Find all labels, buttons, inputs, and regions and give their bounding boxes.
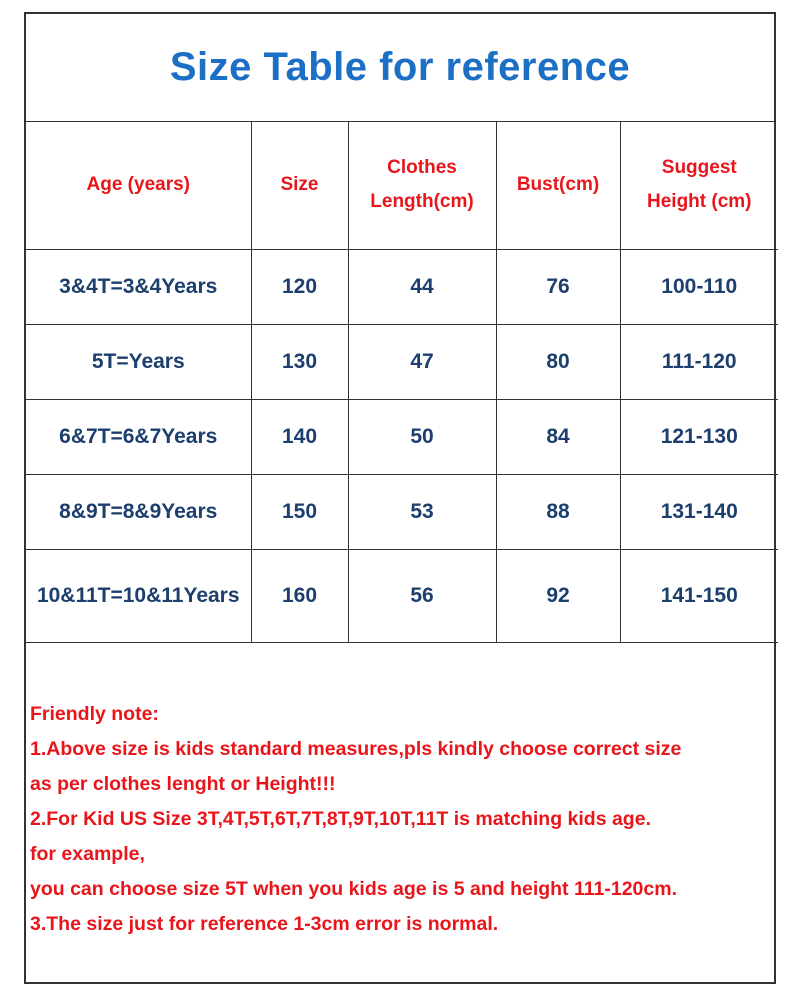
table-row: [26, 399, 778, 474]
header-bust-label: Bust(cm): [516, 174, 600, 196]
cell-clothes-length: 50: [348, 399, 496, 474]
header-size: [251, 122, 348, 249]
header-clothes-length-line2: Length(cm): [370, 191, 474, 213]
table-header-row: [26, 122, 778, 249]
table-row: [26, 324, 778, 399]
table-row: [26, 474, 778, 549]
friendly-note: [26, 643, 774, 942]
header-clothes-length-line1: Clothes: [387, 157, 457, 179]
page-title: Size Table for reference: [169, 45, 631, 89]
title-box: [26, 14, 774, 122]
cell-bust: 80: [496, 324, 620, 399]
header-clothes-length: [348, 122, 496, 249]
cell-clothes-length: 56: [348, 549, 496, 642]
header-suggest-height-line2: Height (cm): [647, 191, 752, 213]
cell-size: 140: [251, 399, 348, 474]
note-line: for example,: [30, 842, 145, 865]
cell-suggest-height: 131-140: [620, 474, 778, 549]
cell-age: 8&9T=8&9Years: [26, 474, 251, 549]
header-suggest-height-line1: Suggest: [661, 157, 737, 179]
cell-suggest-height: 141-150: [620, 549, 778, 642]
cell-age: 5T=Years: [26, 324, 251, 399]
size-chart-frame: [24, 12, 776, 984]
note-line: as per clothes lenght or Height!!!: [30, 772, 336, 795]
table-row: [26, 249, 778, 324]
cell-suggest-height: 111-120: [620, 324, 778, 399]
cell-clothes-length: 53: [348, 474, 496, 549]
cell-bust: 88: [496, 474, 620, 549]
cell-age: 3&4T=3&4Years: [26, 249, 251, 324]
note-line: 2.For Kid US Size 3T,4T,5T,6T,7T,8T,9T,10T,11T is matching kids age.: [30, 807, 651, 830]
cell-age: 10&11T=10&11Years: [26, 549, 251, 642]
header-bust: [496, 122, 620, 249]
note-heading: Friendly note:: [30, 702, 159, 725]
cell-suggest-height: 121-130: [620, 399, 778, 474]
cell-size: 150: [251, 474, 348, 549]
table-row: [26, 549, 778, 642]
cell-size: 160: [251, 549, 348, 642]
cell-size: 130: [251, 324, 348, 399]
note-line: 1.Above size is kids standard measures,pls kindly choose correct size: [30, 737, 682, 760]
cell-bust: 92: [496, 549, 620, 642]
header-suggest-height: [620, 122, 778, 249]
cell-bust: 76: [496, 249, 620, 324]
size-table: [26, 122, 778, 643]
cell-bust: 84: [496, 399, 620, 474]
note-line: 3.The size just for reference 1-3cm error is normal.: [30, 912, 499, 935]
header-size-label: Size: [280, 174, 319, 196]
cell-clothes-length: 47: [348, 324, 496, 399]
header-age: [26, 122, 251, 249]
header-age-label: Age (years): [86, 174, 190, 196]
cell-clothes-length: 44: [348, 249, 496, 324]
cell-age: 6&7T=6&7Years: [26, 399, 251, 474]
cell-suggest-height: 100-110: [620, 249, 778, 324]
note-line: you can choose size 5T when you kids age is 5 and height 111-120cm.: [30, 877, 677, 900]
cell-size: 120: [251, 249, 348, 324]
